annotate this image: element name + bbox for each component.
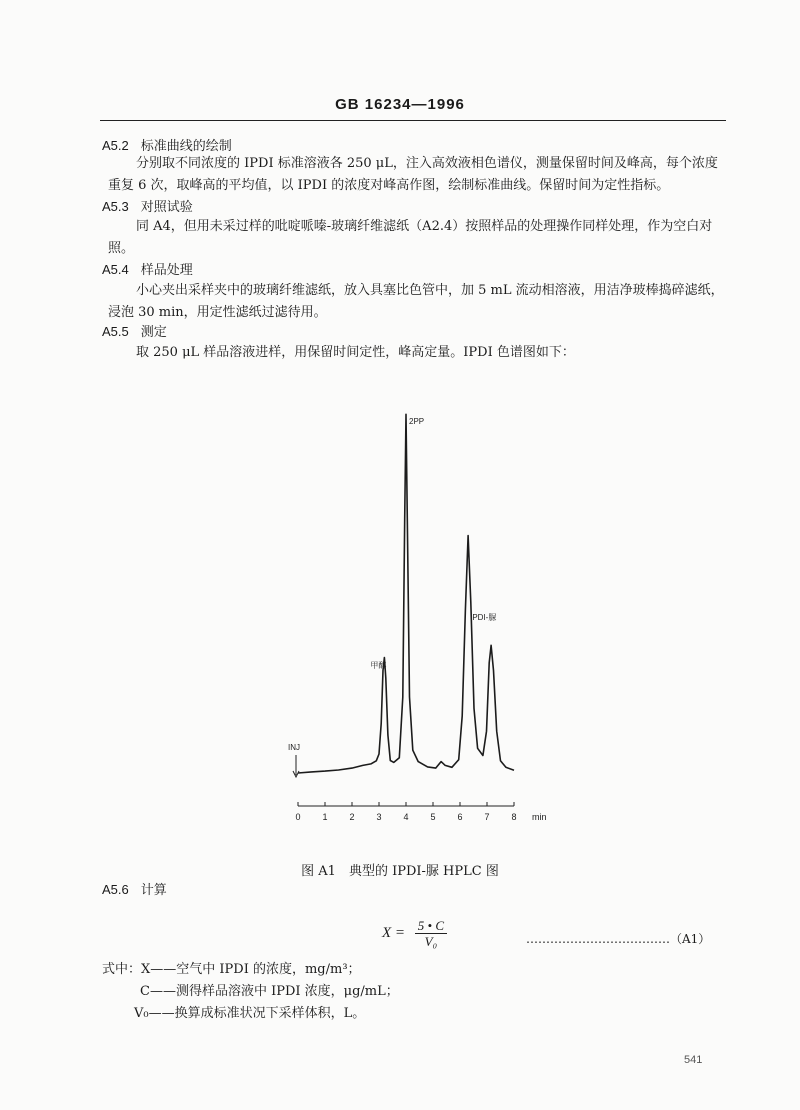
header-rule bbox=[100, 120, 726, 121]
section-title: 对照试验 bbox=[140, 200, 193, 215]
section-a5-4-heading bbox=[102, 260, 193, 280]
x-tick-label: 8 bbox=[511, 812, 517, 822]
section-title: 标准曲线的绘制 bbox=[140, 139, 232, 154]
section-a5-6-heading bbox=[102, 880, 167, 900]
section-a5-3-heading bbox=[102, 197, 193, 217]
section-number: A5.2 bbox=[102, 138, 129, 153]
peak-label-inj: INJ bbox=[288, 743, 300, 752]
definition-c bbox=[140, 980, 399, 1003]
definition-text: 测得样品溶液中 IPDI 浓度，μg/mL； bbox=[175, 984, 399, 999]
peak-label-2pp: 2PP bbox=[409, 417, 425, 426]
page-header: GB 16234—1996 bbox=[335, 96, 465, 113]
formula-fraction bbox=[415, 918, 447, 949]
definition-symbol: 式中：X—— bbox=[102, 962, 177, 977]
section-title: 测定 bbox=[140, 325, 167, 340]
x-tick-label: 5 bbox=[430, 812, 436, 822]
section-a5-5-body: 取 250 μL 样品溶液进样，用保留时间定性，峰高定量。IPDI 色谱图如下： bbox=[136, 345, 575, 360]
x-tick-label: 7 bbox=[484, 812, 490, 822]
definition-x bbox=[102, 958, 361, 981]
definition-symbol: C—— bbox=[140, 984, 176, 999]
section-title: 样品处理 bbox=[140, 263, 193, 278]
x-tick-label: 4 bbox=[403, 812, 409, 822]
definition-v0 bbox=[134, 1002, 365, 1025]
chromatogram-trace bbox=[298, 414, 514, 773]
x-tick-label: 1 bbox=[322, 812, 328, 822]
peak-label-ipdi-urea: IPDI-脲 bbox=[470, 613, 497, 622]
x-tick-label: 2 bbox=[349, 812, 355, 822]
section-number: A5.6 bbox=[102, 882, 129, 897]
section-a5-5-heading bbox=[102, 322, 167, 342]
definition-symbol: V₀—— bbox=[134, 1006, 175, 1021]
section-number: A5.4 bbox=[102, 262, 129, 277]
page-number: 541 bbox=[684, 1054, 703, 1066]
formula-number: ………………………………（A1） bbox=[526, 932, 711, 946]
section-number: A5.3 bbox=[102, 199, 129, 214]
formula-a1 bbox=[382, 918, 447, 949]
section-number: A5.5 bbox=[102, 324, 129, 339]
hplc-chromatogram bbox=[280, 400, 550, 840]
x-axis-label: min bbox=[532, 812, 547, 822]
peak-label-methanol: 甲醇 bbox=[370, 661, 387, 670]
x-tick-label: 3 bbox=[376, 812, 382, 822]
section-a5-2-body: 分别取不同浓度的 IPDI 标准溶液各 250 μL，注入高效液相色谱仪，测量保留时间及峰高，每个浓度重复 6 次，取峰高的平均值，以 IPDI 的浓度对峰高作图，绘制标准曲线。保留时间为定性指标。 bbox=[108, 156, 718, 193]
section-a5-3-body: 同 A4，但用未采过样的吡啶哌嗪-玻璃纤维滤纸（A2.4）按照样品的处理操作同样处理，作为空白对照。 bbox=[108, 219, 713, 256]
definition-text: 空气中 IPDI 的浓度，mg/m³； bbox=[176, 962, 361, 977]
figure-caption: 图 A1 典型的 IPDI-脲 HPLC 图 bbox=[301, 864, 499, 879]
section-a5-4-body: 小心夹出采样夹中的玻璃纤维滤纸，放入具塞比色管中，加 5 mL 流动相溶液，用洁净玻棒捣碎滤纸，浸泡 30 min，用定性滤纸过滤待用。 bbox=[108, 283, 724, 320]
x-tick-label: 0 bbox=[295, 812, 301, 822]
formula-denominator: V₀ bbox=[424, 934, 438, 949]
formula-lhs: X = bbox=[382, 924, 406, 941]
section-title: 计算 bbox=[140, 883, 167, 898]
x-tick-label: 6 bbox=[457, 812, 463, 822]
definition-text: 换算成标准状况下采样体积，L。 bbox=[174, 1006, 366, 1021]
formula-numerator: 5 • C bbox=[415, 918, 447, 934]
